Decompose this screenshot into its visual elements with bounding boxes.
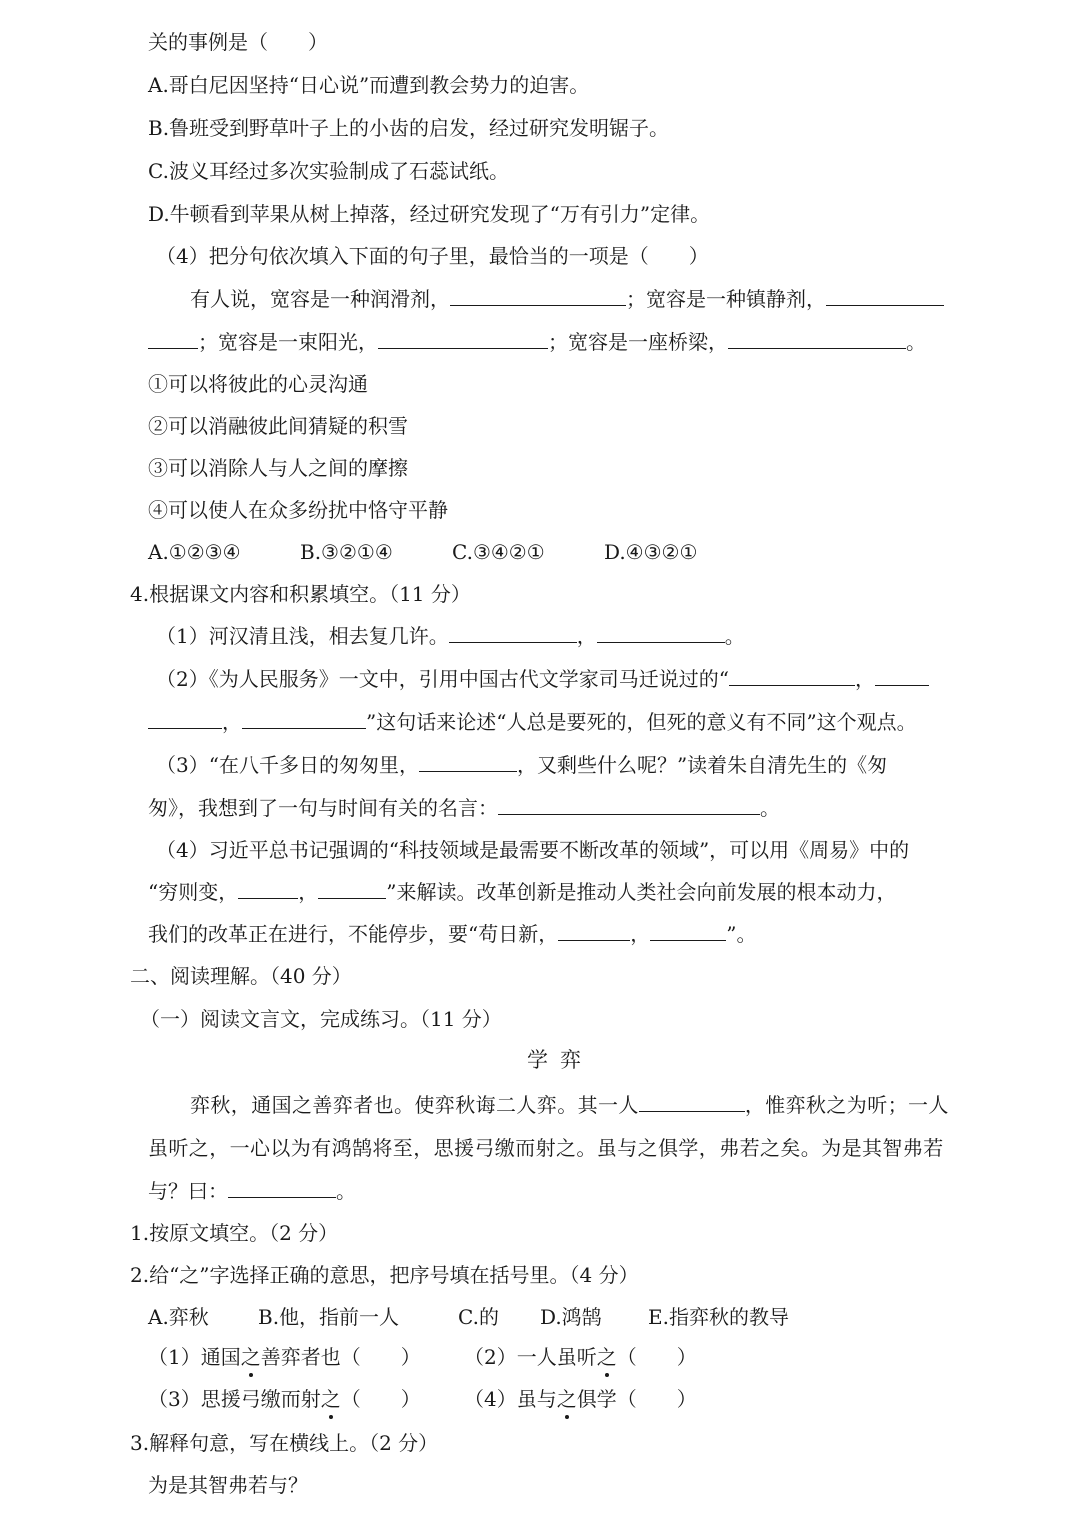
fill-line [148, 920, 756, 948]
text-part: 弈秋，通国之善弈者也。使弈秋诲二人弈。其一人 [190, 1093, 639, 1117]
option-b: B.鲁班受到野草叶子上的小齿的启发，经过研究发明锯子。 [148, 116, 670, 140]
text-part: （ ） [340, 1387, 421, 1411]
text-line: （4）习近平总书记强调的“科技领域是最需要不断改革的领域”，可以用《周易》中的 [156, 838, 910, 862]
sentence-to-explain: 为是其智弗若与？ [148, 1473, 308, 1497]
text-part: 我们的改革正在进行，不能停步，要“苟日新， [148, 922, 559, 946]
fill-line [156, 622, 745, 650]
section-heading: 二、阅读理解。（40 分） [130, 964, 352, 988]
text-part: 。 [336, 1179, 356, 1203]
marked-char: 之 [320, 1387, 341, 1411]
answer-blank[interactable] [228, 1177, 336, 1198]
option-a: A.哥白尼因坚持“日心说”而遭到教会势力的迫害。 [148, 73, 590, 97]
answer-blank[interactable] [639, 1091, 745, 1112]
passage-line [148, 1177, 356, 1205]
passage-title: 学弈 [527, 1048, 593, 1072]
answer-blank[interactable] [450, 285, 626, 306]
sub-question-row [148, 1385, 697, 1413]
text-part: （ ） [616, 1345, 697, 1369]
answer-blank[interactable] [729, 665, 855, 686]
answer-blank[interactable] [242, 708, 366, 729]
answer-blank[interactable] [826, 285, 944, 306]
meaning-option: C.的 [458, 1305, 499, 1329]
sentence-part: ；宽容是一束阳光， [198, 330, 378, 354]
answer-blank[interactable] [728, 328, 906, 349]
text-part: 俱学（ ） [576, 1387, 697, 1411]
passage-line: 虽听之，一心以为有鸿鹄将至，思援弓缴而射之。虽与之俱学，弗若之矣。为是其智弗若 [148, 1136, 944, 1160]
question-heading: 1.按原文填空。（2 分） [130, 1221, 339, 1245]
clause-2: ②可以消融彼此间猜疑的积雪 [148, 414, 408, 438]
clause-1: ①可以将彼此的心灵沟通 [148, 372, 368, 396]
sub-question-row [148, 1343, 697, 1371]
text-part: 。 [760, 796, 780, 820]
fill-line [156, 665, 929, 693]
text-part: 匆》，我想到了一句与时间有关的名言： [148, 796, 498, 820]
answer-blank[interactable] [650, 920, 726, 941]
meaning-option: E.指弈秋的教导 [648, 1305, 789, 1329]
answer-blank[interactable] [419, 751, 517, 772]
text-part: （2）一人虽听 [464, 1345, 597, 1369]
text-part: ， [576, 624, 597, 648]
sub-heading: （一）阅读文言文，完成练习。（11 分） [140, 1007, 502, 1031]
marked-char: 之 [240, 1345, 261, 1369]
section-heading: 4.根据课文内容和积累填空。（11 分） [130, 582, 471, 606]
question-stem: （4）把分句依次填入下面的句子里，最恰当的一项是（ ） [156, 244, 709, 268]
answer-blank[interactable] [597, 622, 725, 643]
option-d: D.牛顿看到苹果从树上掉落，经过研究发现了“万有引力”定律。 [148, 202, 711, 226]
text-part: ”。 [726, 922, 757, 946]
answer-blank[interactable] [378, 328, 548, 349]
answer-choices [148, 538, 697, 566]
fill-line [148, 708, 917, 736]
sub-question-2[interactable] [464, 1343, 697, 1371]
fill-line [148, 794, 780, 822]
clause-4: ④可以使人在众多纷扰中恪守平静 [148, 498, 448, 522]
text-part: ，惟弈秋之为听；一人 [744, 1093, 949, 1117]
answer-blank[interactable] [238, 878, 298, 899]
text-part: ”这句话来论述“人总是要死的，但死的意义有不同”这个观点。 [366, 710, 917, 734]
passage-line [190, 1091, 949, 1119]
choice-c[interactable]: C.③④②① [452, 540, 545, 564]
fill-line [156, 751, 887, 779]
sub-question-4[interactable] [464, 1385, 697, 1413]
choice-b[interactable]: B.③②①④ [300, 540, 393, 564]
fill-sentence-line-1 [190, 285, 944, 313]
text-part: ”来解读。改革创新是推动人类社会向前发展的根本动力， [386, 880, 897, 904]
question-heading: 2.给“之”字选择正确的意思，把序号填在括号里。（4 分） [130, 1263, 639, 1287]
answer-blank[interactable] [148, 328, 198, 349]
sub-question-3[interactable] [148, 1385, 464, 1413]
answer-blank[interactable] [498, 794, 760, 815]
text-part: （2）《为人民服务》一文中，引用中国古代文学家司马迁说过的“ [156, 667, 729, 691]
fill-sentence-line-2 [148, 328, 926, 356]
text-part: ， [854, 667, 875, 691]
text-part: （4）虽与 [464, 1387, 557, 1411]
answer-blank[interactable] [148, 708, 222, 729]
text-part: （1）通国 [148, 1345, 241, 1369]
sentence-part: 有人说，宽容是一种润滑剂， [190, 287, 450, 311]
choice-d[interactable]: D.④③②① [604, 540, 698, 564]
marked-char: 之 [556, 1387, 577, 1411]
sentence-part: ；宽容是一种镇静剂， [626, 287, 826, 311]
choice-a[interactable]: A.①②③④ [148, 540, 241, 564]
meaning-options [148, 1303, 789, 1331]
fill-line [148, 878, 896, 906]
answer-blank[interactable] [449, 622, 577, 643]
answer-blank[interactable] [318, 878, 386, 899]
answer-blank[interactable] [875, 665, 929, 686]
text-part: ， [630, 922, 651, 946]
question-stem: 关的事例是（ ） [148, 30, 328, 54]
text-part: 善弈者也（ ） [260, 1345, 421, 1369]
text-part: ， [222, 710, 242, 734]
text-part: （3）“在八千多日的匆匆里， [156, 753, 419, 777]
text-part: ， [298, 880, 319, 904]
text-part: （3）思援弓缴而射 [148, 1387, 321, 1411]
sub-question-1[interactable] [148, 1343, 464, 1371]
text-part: ，又剩些什么呢？”读着朱自清先生的《匆 [516, 753, 888, 777]
question-heading: 3.解释句意，写在横线上。（2 分） [130, 1431, 439, 1455]
meaning-option: B.他，指前一人 [258, 1305, 400, 1329]
sentence-part: 。 [906, 330, 926, 354]
marked-char: 之 [596, 1345, 617, 1369]
answer-blank[interactable] [558, 920, 630, 941]
meaning-option: D.鸿鹄 [540, 1305, 602, 1329]
text-part: 。 [724, 624, 745, 648]
text-part: 与？曰： [148, 1179, 228, 1203]
option-c: C.波义耳经过多次实验制成了石蕊试纸。 [148, 159, 509, 183]
sentence-part: ；宽容是一座桥梁， [548, 330, 728, 354]
meaning-option: A.弈秋 [148, 1305, 209, 1329]
text-part: （1）河汉清且浅，相去复几许。 [156, 624, 449, 648]
clause-3: ③可以消除人与人之间的摩擦 [148, 456, 408, 480]
text-part: “穷则变， [148, 880, 239, 904]
